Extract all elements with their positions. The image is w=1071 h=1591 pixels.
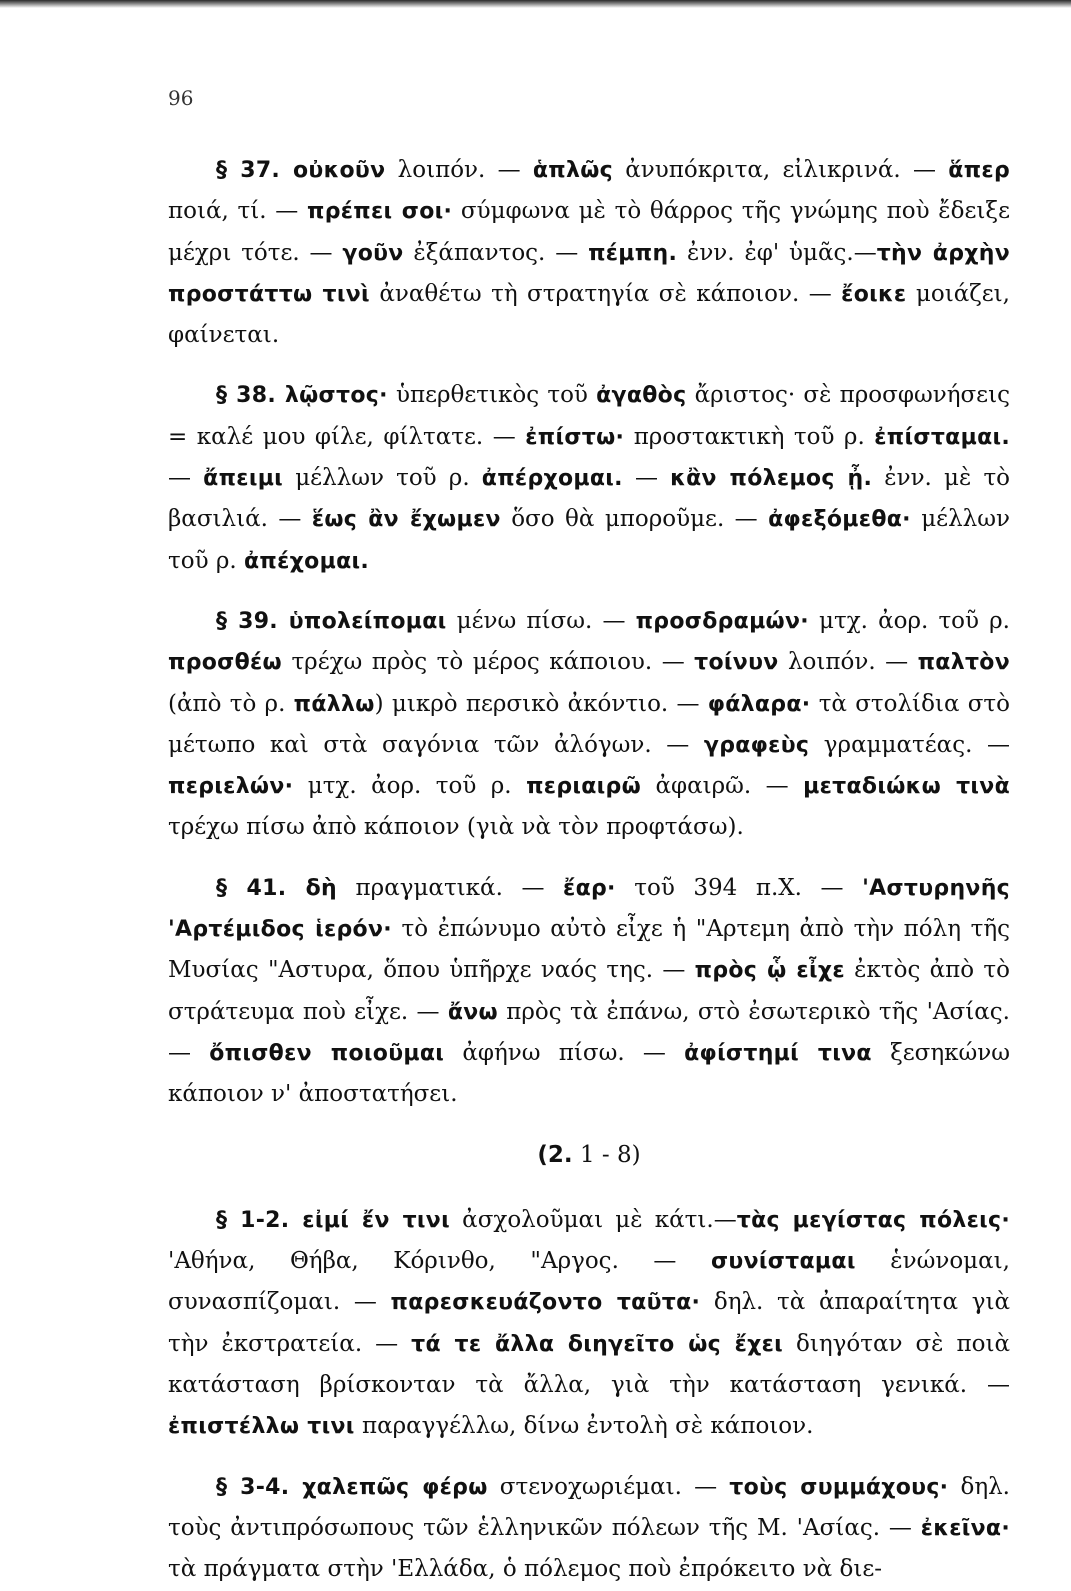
gloss-text: ἄριστος· σὲ προσφωνήσεις = καλέ μου φίλε, φίλτατε. — xyxy=(168,382,1010,450)
gloss-paragraph-1-2 xyxy=(168,1200,1010,1448)
bold-term: 'Αστυρηνῆς 'Αρτέμιδος ἱερόν· xyxy=(168,875,1011,943)
bold-term: § 37. οὐκοῦν xyxy=(216,158,386,183)
gloss-text: — xyxy=(622,465,671,492)
section-heading-range: 1 - 8) xyxy=(572,1141,641,1168)
bold-term: ἐπιστέλλω τινι xyxy=(168,1414,355,1440)
gloss-text: ἐκτὸς ἀπὸ τὸ στράτευμα ποὺ εἶχε. — xyxy=(168,957,1010,1025)
gloss-text: (ἀπὸ τὸ ρ. xyxy=(168,690,294,717)
gloss-text: ὑπερθετικὸς τοῦ xyxy=(387,382,597,409)
bold-term: § 3-4. χαλεπῶς φέρω xyxy=(216,1474,488,1500)
gloss-paragraph-39 xyxy=(168,601,1010,849)
gloss-text: ἀσχολοῦμαι μὲ κάτι.— xyxy=(449,1206,737,1233)
bold-term: κἂν πόλεμος ᾖ. xyxy=(670,466,873,492)
gloss-text: μτχ. ἀορ. τοῦ ρ. xyxy=(808,607,1010,634)
bold-term: ἀφεξόμεθα· xyxy=(768,507,911,533)
bold-term: τά τε ἄλλα διηγεῖτο ὡς ἔχει xyxy=(411,1331,784,1357)
gloss-text: μέλλων τοῦ ρ. xyxy=(283,465,482,492)
gloss-text: μένω πίσω. — xyxy=(446,607,636,634)
scan-top-edge xyxy=(0,0,1071,8)
gloss-text: μέλλων τοῦ ρ. xyxy=(168,506,1010,574)
bold-term: ἁπλῶς xyxy=(532,158,613,183)
bold-term: § 41. δὴ xyxy=(216,875,337,901)
gloss-text: παραγγέλλω, δίνω ἐντολὴ σὲ κάποιον. xyxy=(354,1413,814,1440)
bold-term: ὄπισθεν ποιοῦμαι xyxy=(209,1040,445,1066)
bold-term: γοῦν xyxy=(342,240,404,266)
gloss-text: διηγόταν σὲ ποιὰ κατάσταση βρίσκονταν τὰ ἄλλα, γιὰ τὴν κατάσταση γενικά. — xyxy=(168,1330,1010,1399)
gloss-text: πραγματικά. — xyxy=(336,874,564,901)
bold-term: ἅπερ xyxy=(948,158,1011,183)
gloss-text: τρέχω πίσω ἀπὸ κάποιον (γιὰ νὰ τὸν προφτάσω). xyxy=(168,814,744,841)
section-heading-book: (2. xyxy=(537,1141,573,1168)
gloss-text: ἐνν. μὲ τὸ βασιλιά. — xyxy=(168,465,1011,533)
gloss-text: 'Αθήνα, Θήβα, Κόρινθο, "Αργος. — xyxy=(168,1248,711,1275)
bold-term: ἄπειμι xyxy=(203,466,284,492)
bold-term: ἔοικε xyxy=(841,281,907,307)
gloss-text: τοῦ 394 π.Χ. — xyxy=(615,874,863,901)
gloss-text: στενοχωριέμαι. — xyxy=(487,1473,730,1500)
bold-term: § 39. ὑπολείπομαι xyxy=(216,608,447,634)
bold-term: μεταδιώκω τινὰ xyxy=(803,774,1010,800)
page-body xyxy=(168,150,1010,1591)
bold-term: τὴν ἀρχὴν προστάττω τινὶ xyxy=(168,240,1011,307)
gloss-text: ἀναθέτω τὴ στρατηγία σὲ κάποιον. — xyxy=(369,280,842,307)
bold-term: ἐκεῖνα· xyxy=(920,1515,1010,1541)
gloss-text: τὰ στολίδια στὸ μέτωπο καὶ στὰ σαγόνια τῶν ἀλόγων. — xyxy=(168,690,1010,758)
gloss-text: ποιά, τί. — xyxy=(168,198,308,225)
gloss-text: ἐνν. ἐφ' ὑμᾶς.— xyxy=(677,239,877,266)
gloss-paragraph-41 xyxy=(168,868,1010,1116)
gloss-text: γραμματέας. — xyxy=(809,731,1010,758)
gloss-text: ἀνυπόκριτα, εἰλικρινά. — xyxy=(613,157,949,183)
bold-term: συνίσταμαι xyxy=(711,1249,856,1275)
bold-term: προσδραμών· xyxy=(635,608,809,634)
gloss-text: λοιπόν. — xyxy=(778,649,918,676)
bold-term: τὰς μεγίστας πόλεις· xyxy=(736,1207,1010,1233)
section-heading xyxy=(168,1135,1010,1176)
gloss-text: τὰ πράγματα στὴν 'Ελλάδα, ὁ πόλεμος ποὺ ἐπρόκειτο νὰ διε- xyxy=(168,1556,883,1583)
gloss-text: δηλ. τοὺς ἀντιπρόσωπους τῶν ἑλληνικῶν πόλεων τῆς Μ. 'Ασίας. — xyxy=(168,1473,1010,1541)
gloss-paragraph-3-4 xyxy=(168,1467,1010,1591)
gloss-paragraph-37 xyxy=(168,150,1010,356)
bold-term: ἄνω xyxy=(447,999,498,1025)
bold-term: ἐπίσταμαι. xyxy=(874,424,1011,450)
bold-term: ἕως ἂν ἔχωμεν xyxy=(311,507,501,533)
bold-term: προσθέω xyxy=(168,650,282,676)
gloss-text: ἀφαιρῶ. — xyxy=(641,773,804,800)
bold-term: ἀφίστημί τινα xyxy=(684,1040,872,1066)
gloss-paragraph-38 xyxy=(168,375,1010,581)
gloss-text: ) μικρὸ περσικὸ ἀκόντιο. — xyxy=(374,690,708,717)
gloss-text: ἐξάπαντος. — xyxy=(403,239,589,266)
bold-term: πρέπει σοι· xyxy=(307,199,453,225)
gloss-text: λοιπόν. — xyxy=(385,157,533,183)
gloss-text: ἀφήνω πίσω. — xyxy=(444,1039,685,1066)
gloss-text: τρέχω πρὸς τὸ μέρος κάποιου. — xyxy=(281,649,695,676)
bold-term: § 1-2. εἰμί ἔν τινι xyxy=(216,1207,450,1233)
gloss-text: — xyxy=(168,465,204,492)
bold-term: § 38. λῷστος· xyxy=(216,383,388,409)
gloss-text: προστακτικὴ τοῦ ρ. xyxy=(624,423,875,450)
gloss-text: σύμφωνα μὲ τὸ θάρρος τῆς γνώμης ποὺ ἔδειξε μέχρι τότε. — xyxy=(168,198,1010,266)
gloss-text: πρὸς τὰ ἐπάνω, στὸ ἐσωτερικὸ τῆς 'Ασίας. — xyxy=(168,998,1010,1066)
bold-term: ἐπίστω· xyxy=(525,424,625,450)
page-number: 96 xyxy=(168,86,194,110)
gloss-text: τὸ ἐπώνυμο αὐτὸ εἶχε ἡ "Αρτεμη ἀπὸ τὴν πόλη τῆς Μυσίας "Αστυρα, ὅπου ὑπῆρχε ναός της. — xyxy=(168,916,1011,984)
bold-term: παλτὸν xyxy=(917,650,1010,676)
bold-term: πέμπη. xyxy=(588,240,678,266)
bold-term: πάλλω xyxy=(293,691,375,717)
gloss-text: μτχ. ἀορ. τοῦ ρ. xyxy=(293,773,527,800)
bold-term: φάλαρα· xyxy=(707,691,811,717)
bold-term: παρεσκευάζοντο ταῦτα· xyxy=(390,1290,701,1316)
gloss-text: ξεσηκώνω κάποιον ν' ἀποστατήσει. xyxy=(168,1039,1010,1108)
bold-term: περιαιρῶ xyxy=(526,774,642,800)
gloss-text: ἑνώνομαι, συνασπίζομαι. — xyxy=(168,1248,1010,1316)
bold-term: ἔαρ· xyxy=(563,875,616,901)
bold-term: ἀπέρχομαι. xyxy=(481,466,623,492)
bold-term: ἀπέχομαι. xyxy=(244,548,370,574)
gloss-text: μοιάζει, φαίνεται. xyxy=(168,280,1010,349)
bold-term: πρὸς ᾧ εἶχε xyxy=(694,958,845,984)
bold-term: τοίνυν xyxy=(694,650,779,676)
gloss-text: ὅσο θὰ μποροῦμε. — xyxy=(500,506,769,533)
bold-term: γραφεὺς xyxy=(703,732,810,758)
bold-term: περιελών· xyxy=(168,774,294,800)
gloss-text: δηλ. τὰ ἀπαραίτητα γιὰ τὴν ἐκστρατεία. — xyxy=(168,1289,1010,1357)
bold-term: τοὺς συμμάχους· xyxy=(729,1474,949,1500)
bold-term: ἀγαθὸς xyxy=(596,383,687,409)
